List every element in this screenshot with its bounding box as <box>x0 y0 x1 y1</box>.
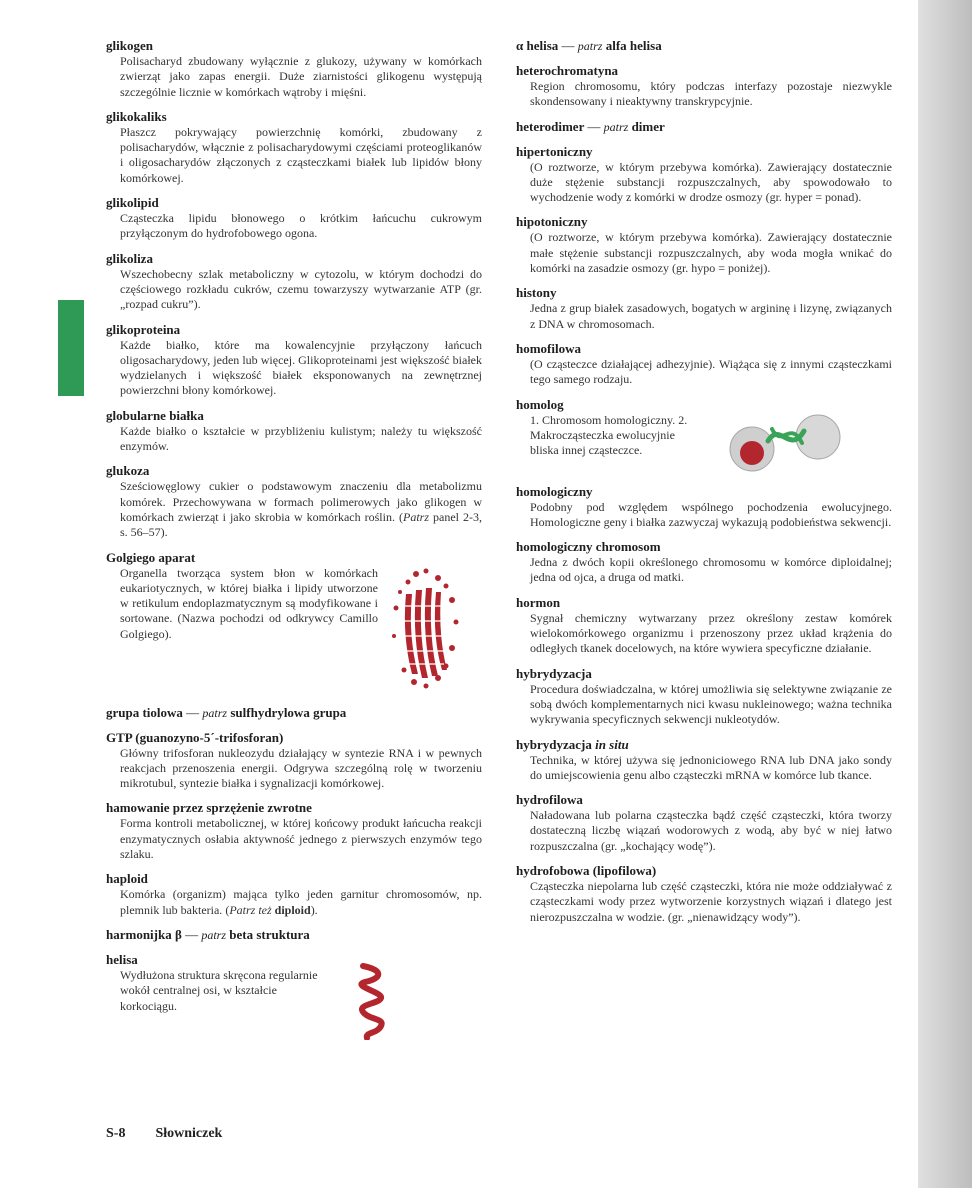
term-with-italic <box>516 737 892 753</box>
term-italic: in situ <box>595 736 629 752</box>
term: glikoproteina <box>106 321 181 337</box>
entry-grupa-tiolowa <box>106 705 482 721</box>
term: glikolipid <box>106 195 159 211</box>
entry-histony <box>516 285 892 332</box>
term: globularne białka <box>106 407 204 423</box>
term: heterodimer <box>516 118 585 134</box>
page-footer <box>106 1126 222 1142</box>
term: α helisa <box>516 38 559 53</box>
term: hybrydyzacja <box>516 665 592 681</box>
term-with-ref: harmonijka β — patrz beta struktura <box>106 926 310 942</box>
ref-word: patrz <box>577 39 603 53</box>
term: hybrydyzacja <box>516 736 592 752</box>
helix-figure <box>353 960 393 1040</box>
definition: Jedna z grup białek zasadowych, bogatych w argininę i lizynę, związanych z DNA w chromosomach. <box>530 301 892 331</box>
entry-glikogen <box>106 38 482 100</box>
term: heterochromatyna <box>516 63 619 78</box>
term: harmonijka β <box>106 926 182 942</box>
entry-hormon <box>516 595 892 657</box>
definition: Sygnał chemiczny wytwarzany przez określony zestaw komórek wielokomórkowego organizmu i przenoszony przez układ krążenia do odległych tkanek docelowych, na które wywiera specyficzne działanie. <box>530 610 892 656</box>
definition: Sześciowęglowy cukier o podstawowym znaczeniu dla metabolizmu komórek. Przechowywana w formach polimerowych jako glikogen w komórkach zwierząt i jako skrobia w komórkach roślin. (Patrz panel 2-3, s. 56–57). <box>120 479 483 540</box>
entry-alfa-helisa <box>516 38 892 54</box>
definition-text: Komórka (organizm) mająca tylko jeden garnitur chromosomów, np. plemnik lub bakteria. <box>120 887 482 917</box>
page-number: S-8 <box>106 1126 126 1141</box>
definition: Wszechobecny szlak metaboliczny w cytozolu, w którym dochodzi do częściowego rozkładu cukrów, czemu towarzyszy wytwarzanie ATP (gr. „rozpad cukru”). <box>120 266 482 312</box>
cross-ref-italic: Patrz też <box>229 902 272 917</box>
left-column <box>106 38 482 1049</box>
golgi-apparatus-figure <box>386 566 482 696</box>
entry-heterodimer <box>516 119 892 135</box>
entry-hipertoniczny <box>516 144 892 206</box>
entry-glikoliza <box>106 251 482 313</box>
term: Golgiego aparat <box>106 549 196 565</box>
right-column <box>516 38 892 934</box>
definition-text: Sześciowęglowy cukier o podstawowym znaczeniu dla metabolizmu komórek. Przechowywana w formach polimerowych jako glikogen w komórkach zwierząt i jako skrobia w komórkach roślin. <box>120 479 482 524</box>
term: glikokaliks <box>106 108 167 124</box>
term: GTP (guanozyno-5´-trifosforan) <box>106 729 284 745</box>
definition-with-figure <box>106 566 482 696</box>
definition: Forma kontroli metabolicznej, w której końcowy produkt łańcucha reakcji enzymatycznych osłabia aktywność jednego z pierwszych enzymów tego szlaku. <box>120 816 482 862</box>
entry-hybrydyzacja <box>516 666 892 728</box>
definition: Główny trifosforan nukleozydu działający w syntezie RNA i w pewnych reakcjach przenoszenia energii. Odgrywa szczególną rolę w tworzeniu mikrotubul, syntezie białka i sygnalizacji komórkowej. <box>120 745 482 791</box>
entry-gtp <box>106 730 482 792</box>
entry-globularne-bialka <box>106 408 482 455</box>
entry-hamowanie <box>106 800 482 862</box>
ref-word: patrz <box>202 705 228 720</box>
ref-target: sulfhydrylowa grupa <box>230 704 347 720</box>
term: grupa tiolowa <box>106 704 183 720</box>
definition: (O roztworze, w którym przebywa komórka). Zawierający dostatecznie małe stężenie substancji rozpuszczalnych, aby woda mogła wnikać do komórki na zasadzie osmozy (gr. hypo = poniżej). <box>530 230 892 276</box>
ref-target: alfa helisa <box>605 38 662 53</box>
entry-golgiego-aparat <box>106 550 482 696</box>
ref-word: patrz <box>603 119 629 134</box>
entry-hybrydyzacja-in-situ <box>516 737 892 784</box>
entry-harmonijka <box>106 927 482 943</box>
term: glikogen <box>106 38 153 53</box>
term: homolog <box>516 396 564 412</box>
definition: Technika, w której używa się jednoniciowego RNA lub DNA jako sondy do umiejscowienia genu albo cząsteczki mRNA w komórce lub tkance. <box>530 752 892 782</box>
entry-hipotoniczny <box>516 214 892 276</box>
term-with-ref: grupa tiolowa — patrz sulfhydrylowa grupa <box>106 704 347 720</box>
entry-homologiczny-chromosom <box>516 539 892 586</box>
definition-with-figure <box>106 968 482 1040</box>
definition: Podobny pod względem wspólnego pochodzenia ewolucyjnego. Homologiczne geny i białka zazwyczaj wykazują podobieństwa sekwencji. <box>530 499 892 529</box>
definition: Cząsteczka niepolarna lub część cząsteczki, która nie może oddziaływać z cząsteczkami wody przez wytworzenie korzystnych wiązań i dlatego jest nierozpuszczalna w wodzie. (gr. „nienawidzący wody”). <box>530 879 892 924</box>
cross-ref-bold: diploid <box>274 902 311 917</box>
entry-homofilowa <box>516 341 892 388</box>
definition: (O roztworze, w którym przebywa komórka). Zawierający dostatecznie duże stężenie substancji rozpuszczalnych, aby spowodowało to wychodzenie wody z komórki w drodze osmozy (gr. hyper = ponad). <box>530 159 892 205</box>
adjacent-page-edge <box>918 0 972 1188</box>
term: hamowanie przez sprzężenie zwrotne <box>106 800 312 816</box>
term: hydrofobowa (lipofilowa) <box>516 863 657 879</box>
definition: Jedna z dwóch kopii określonego chromosomu w komórce diploidalnej; jedna od ojca, a druga od matki. <box>530 555 892 585</box>
entry-homolog <box>516 397 892 475</box>
entry-glikolipid <box>106 195 482 242</box>
entry-helisa <box>106 952 482 1040</box>
term: hormon <box>516 594 561 610</box>
entry-heterochromatyna <box>516 63 892 110</box>
definition: Płaszcz pokrywający powierzchnię komórki, zbudowany z polisacharydów, włącznie z polisacharydowymi częściami proteoglikanów i oligosacharydów złączonych z cząsteczkami białek lub lipidów błony komórkowej. <box>120 124 482 185</box>
definition: Każde białko, które ma kowalencyjnie przyłączony łańcuch oligosacharydowy, jeden lub więcej. Glikoproteinami jest większość białek wydzielanych i większość białek eksponowanych na zewnętrznej powierzchni błony komórkowej. <box>120 337 482 398</box>
section-name: Słowniczek <box>155 1126 223 1141</box>
ref-word: patrz <box>201 927 227 942</box>
definition: Polisacharyd zbudowany wyłącznie z glukozy, używany w komórkach zwierząt jako zapas energii. Duże ziarnistości glikogenu występują szczególnie licznie w komórkach wątroby i mięśni. <box>120 54 482 99</box>
definition: Naładowana lub polarna cząsteczka bądź część cząsteczki, która tworzy dostateczną liczbę wiązań wodorowych z wodą, aby być w niej łatwo rozpuszczalna (gr. „kochający wodę”). <box>530 808 892 853</box>
definition: 1. Chromosom homologiczny. 2. Makrocząsteczka ewolucyjnie bliska innej cząsteczce. <box>530 412 688 458</box>
term: homofilowa <box>516 340 581 356</box>
entry-haploid <box>106 871 482 918</box>
term: helisa <box>106 951 138 967</box>
cross-ref-rest: panel 2-3, s. 56–57). <box>120 509 483 540</box>
section-thumb-tab <box>58 300 84 396</box>
term: hipertoniczny <box>516 143 593 159</box>
definition: Cząsteczka lipidu błonowego o krótkim łańcuchu cukrowym przyłączonym do hydrofobowego ogona. <box>120 211 482 241</box>
cross-ref-rest: ). <box>310 902 318 917</box>
term: homologiczny <box>516 483 593 499</box>
term: glukoza <box>106 463 150 479</box>
entry-hydrofilowa <box>516 792 892 854</box>
definition: Wydłużona struktura skręcona regularnie wokół centralnej osi, w kształcie korkociągu. <box>120 967 318 1013</box>
definition-with-figure <box>516 413 892 475</box>
definition: Komórka (organizm) mająca tylko jeden garnitur chromosomów, np. plemnik lub bakteria. (Patrz też diploid). <box>120 887 482 917</box>
ref-target: dimer <box>631 118 665 134</box>
definition: Region chromosomu, który podczas interfazy pozostaje niezwykle skondensowany i nieaktywny transkrypcyjnie. <box>530 79 892 109</box>
term: homologiczny chromosom <box>516 539 661 555</box>
definition: Każde białko o kształcie w przybliżeniu kulistym; należy tu większość enzymów. <box>120 423 482 454</box>
term: hydrofilowa <box>516 792 583 808</box>
entry-glikoproteina <box>106 322 482 399</box>
cross-ref-italic: Patrz <box>403 509 430 524</box>
entry-hydrofobowa <box>516 863 892 925</box>
ref-target: beta struktura <box>229 926 310 942</box>
term: glikoliza <box>106 250 153 266</box>
definition: (O cząsteczce działającej adhezyjnie). Wiążąca się z innymi cząsteczkami tego samego rodzaju. <box>530 356 892 387</box>
entry-glukoza <box>106 463 482 540</box>
homolog-figure <box>724 411 844 475</box>
term: histony <box>516 285 557 301</box>
term-with-ref: heterodimer — patrz dimer <box>516 118 665 134</box>
entry-glikokaliks <box>106 109 482 186</box>
definition: Procedura doświadczalna, w której umożliwia się selektywne związanie ze sobą dwóch komplementarnych nici kwasu nukleinowego; ważna technika wykrywania specyficznych sekwencji nukleotydów. <box>530 681 892 727</box>
term: haploid <box>106 871 148 887</box>
term: hipotoniczny <box>516 214 588 230</box>
definition: Organella tworząca system błon w komórkach eukariotycznych, w której białka i lipidy utworzone w retikulum endoplazmatycznym są modyfikowane i sortowane. (Nazwa pochodzi od odkrywcy Camillo Golgiego). <box>120 565 378 641</box>
entry-homologiczny <box>516 484 892 531</box>
term-with-ref: α helisa — patrz alfa helisa <box>516 38 662 53</box>
